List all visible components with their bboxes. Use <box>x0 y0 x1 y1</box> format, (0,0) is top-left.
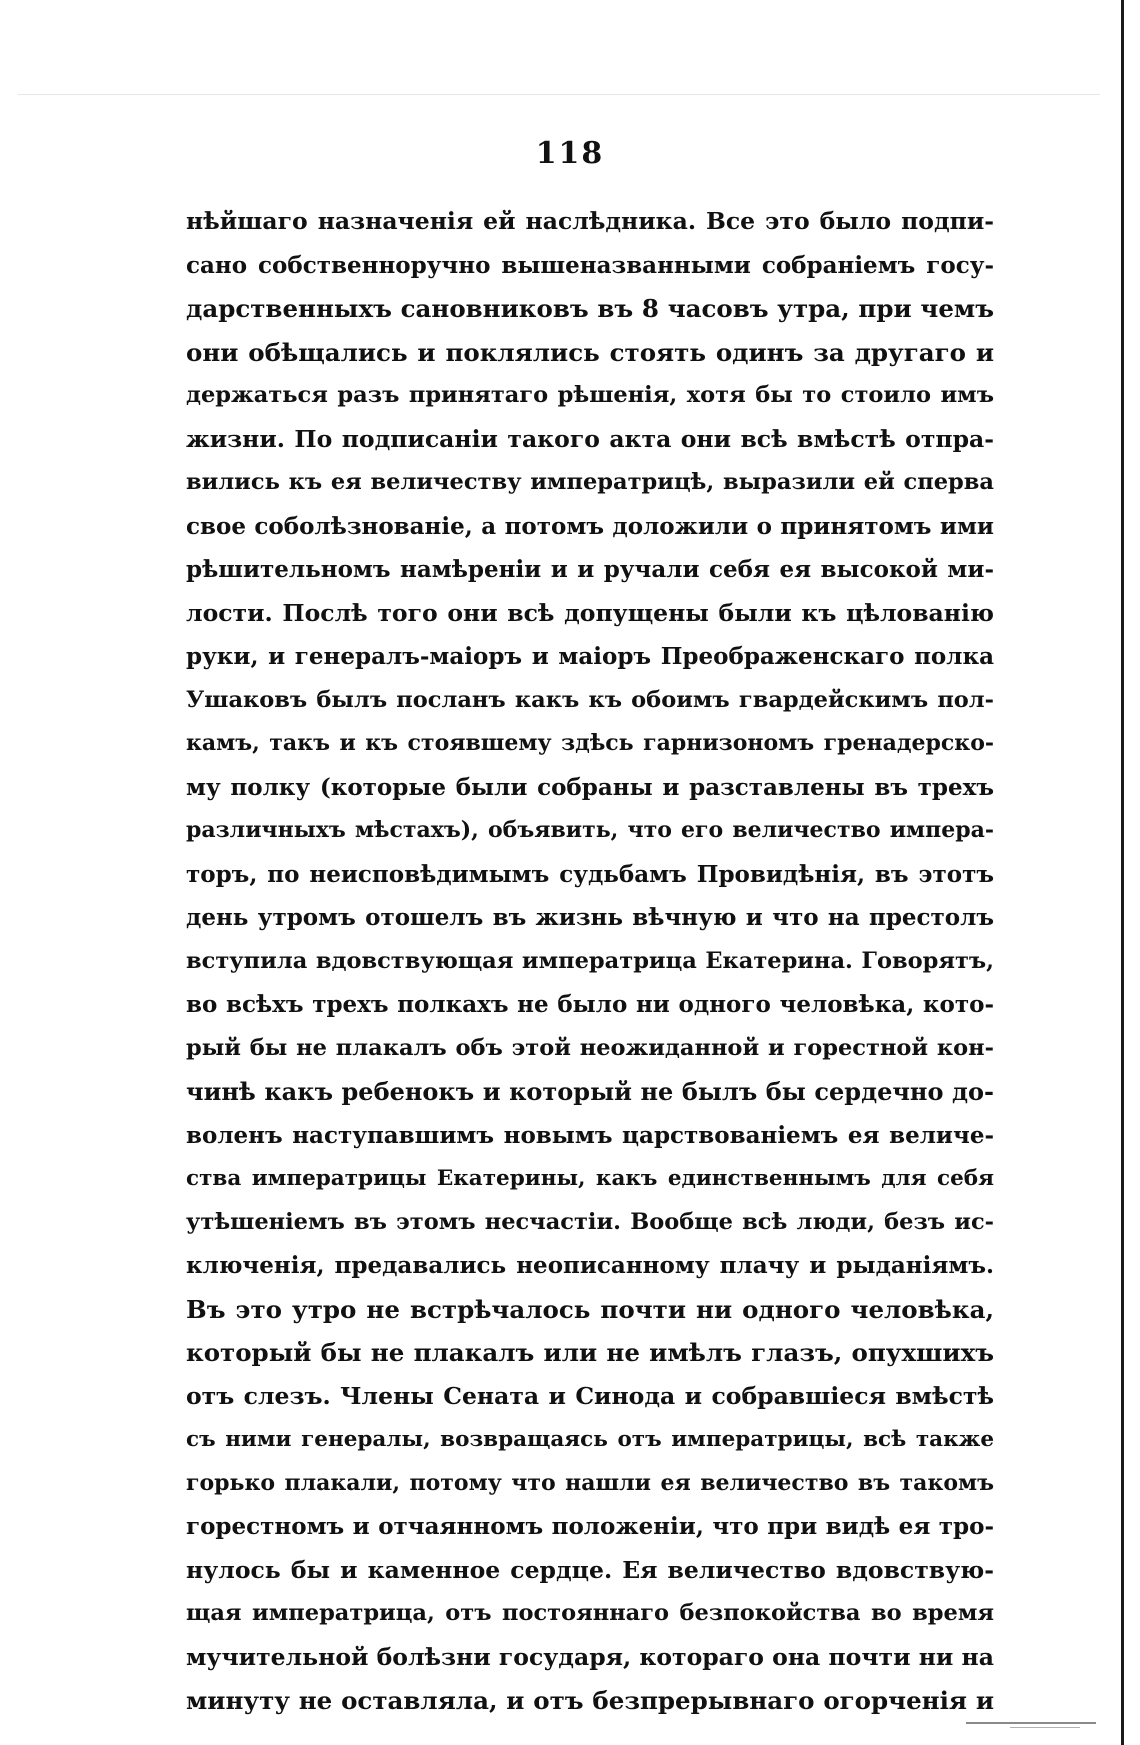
text-line: они обѣщались и поклялись стоять одинъ за другаго и <box>186 337 994 367</box>
bottom-rule-short <box>1010 1727 1080 1728</box>
text-line: рый бы не плакалъ объ этой неожиданной и горестной кон- <box>186 1034 994 1061</box>
text-line: му полку (которые были собраны и разставлены въ трехъ <box>186 773 994 801</box>
text-line: Ушаковъ былъ посланъ какъ къ обоимъ гвардейскимъ пол- <box>186 686 994 713</box>
text-line: свое соболѣзнованіе, а потомъ доложили о принятомъ ими <box>186 512 994 540</box>
text-line: мучительной болѣзни государя, котораго она почти ни на <box>186 1642 994 1671</box>
text-line: жизни. По подписаніи такого акта они всѣ вмѣстѣ отпра- <box>186 424 994 453</box>
text-line: щая императрица, отъ постояннаго безпокойства во время <box>186 1600 994 1626</box>
text-line: сано собственноручно вышеназванными собраніемъ госу- <box>186 251 994 279</box>
text-line: дарственныхъ сановниковъ въ 8 часовъ утра, при чемъ <box>186 294 994 323</box>
text-line: минуту не оставляла, и отъ безпрерывнаго огорченія и <box>186 1686 994 1715</box>
text-line: горестномъ и отчаянномъ положеніи, что при видѣ ея тро- <box>186 1513 994 1540</box>
page-number: 118 <box>535 136 605 171</box>
text-line: держаться разъ принятаго рѣшенія, хотя бы то стоило имъ <box>186 382 994 408</box>
text-line: во всѣхъ трехъ полкахъ не было ни одного человѣка, кото- <box>186 991 994 1018</box>
text-line: торъ, по неисповѣдимымъ судьбамъ Провидѣнія, въ этотъ <box>186 860 994 888</box>
page-body-text <box>186 200 994 1723</box>
text-line: горько плакали, потому что нашли ея величество въ такомъ <box>186 1469 994 1496</box>
text-line: утѣшеніемъ въ этомъ несчастіи. Вообще всѣ люди, безъ ис- <box>186 1208 994 1235</box>
text-line: руки, и генералъ-маіоръ и маіоръ Преображенскаго полка <box>186 643 994 670</box>
scan-right-edge <box>1121 0 1124 1745</box>
text-line: ключенія, предавались неописанному плачу и рыданіямъ. <box>186 1252 994 1279</box>
text-line: нулось бы и каменное сердце. Ея величество вдовствую- <box>186 1555 994 1584</box>
text-line: вступила вдовствующая императрица Екатерина. Говорятъ, <box>186 947 994 974</box>
text-line: рѣшительномъ намѣреніи и и ручали себя ея высокой ми- <box>186 556 994 583</box>
text-line: камъ, такъ и къ стоявшему здѣсь гарнизономъ гренадерско- <box>186 730 994 756</box>
scan-top-edge <box>18 94 1100 95</box>
text-line: лости. Послѣ того они всѣ допущены были къ цѣлованію <box>186 598 994 627</box>
text-line: съ ними генералы, возвращаясь отъ императрицы, всѣ также <box>186 1427 994 1452</box>
text-line: Въ это утро не встрѣчалось почти ни одного человѣка, <box>186 1294 994 1324</box>
text-line: ства императрицы Екатерины, какъ единственнымъ для себя <box>186 1166 994 1191</box>
text-line: который бы не плакалъ или не имѣлъ глазъ, опухшихъ <box>186 1338 994 1367</box>
bottom-rule <box>966 1722 1096 1724</box>
text-line: различныхъ мѣстахъ), объявить, что его величество импера- <box>186 817 994 843</box>
text-line: чинѣ какъ ребенокъ и который не былъ бы сердечно до- <box>186 1077 994 1106</box>
text-line: воленъ наступавшимъ новымъ царствованіемъ ея величе- <box>186 1121 994 1149</box>
text-line: день утромъ отошелъ въ жизнь вѣчную и что на престолъ <box>186 904 994 931</box>
text-line: вились къ ея величеству императрицѣ, выразили ей сперва <box>186 469 994 495</box>
text-line: нѣйшаго назначенія ей наслѣдника. Все это было подпи- <box>186 207 994 235</box>
text-line: отъ слезъ. Члены Сената и Синода и собравшіеся вмѣстѣ <box>186 1381 994 1410</box>
